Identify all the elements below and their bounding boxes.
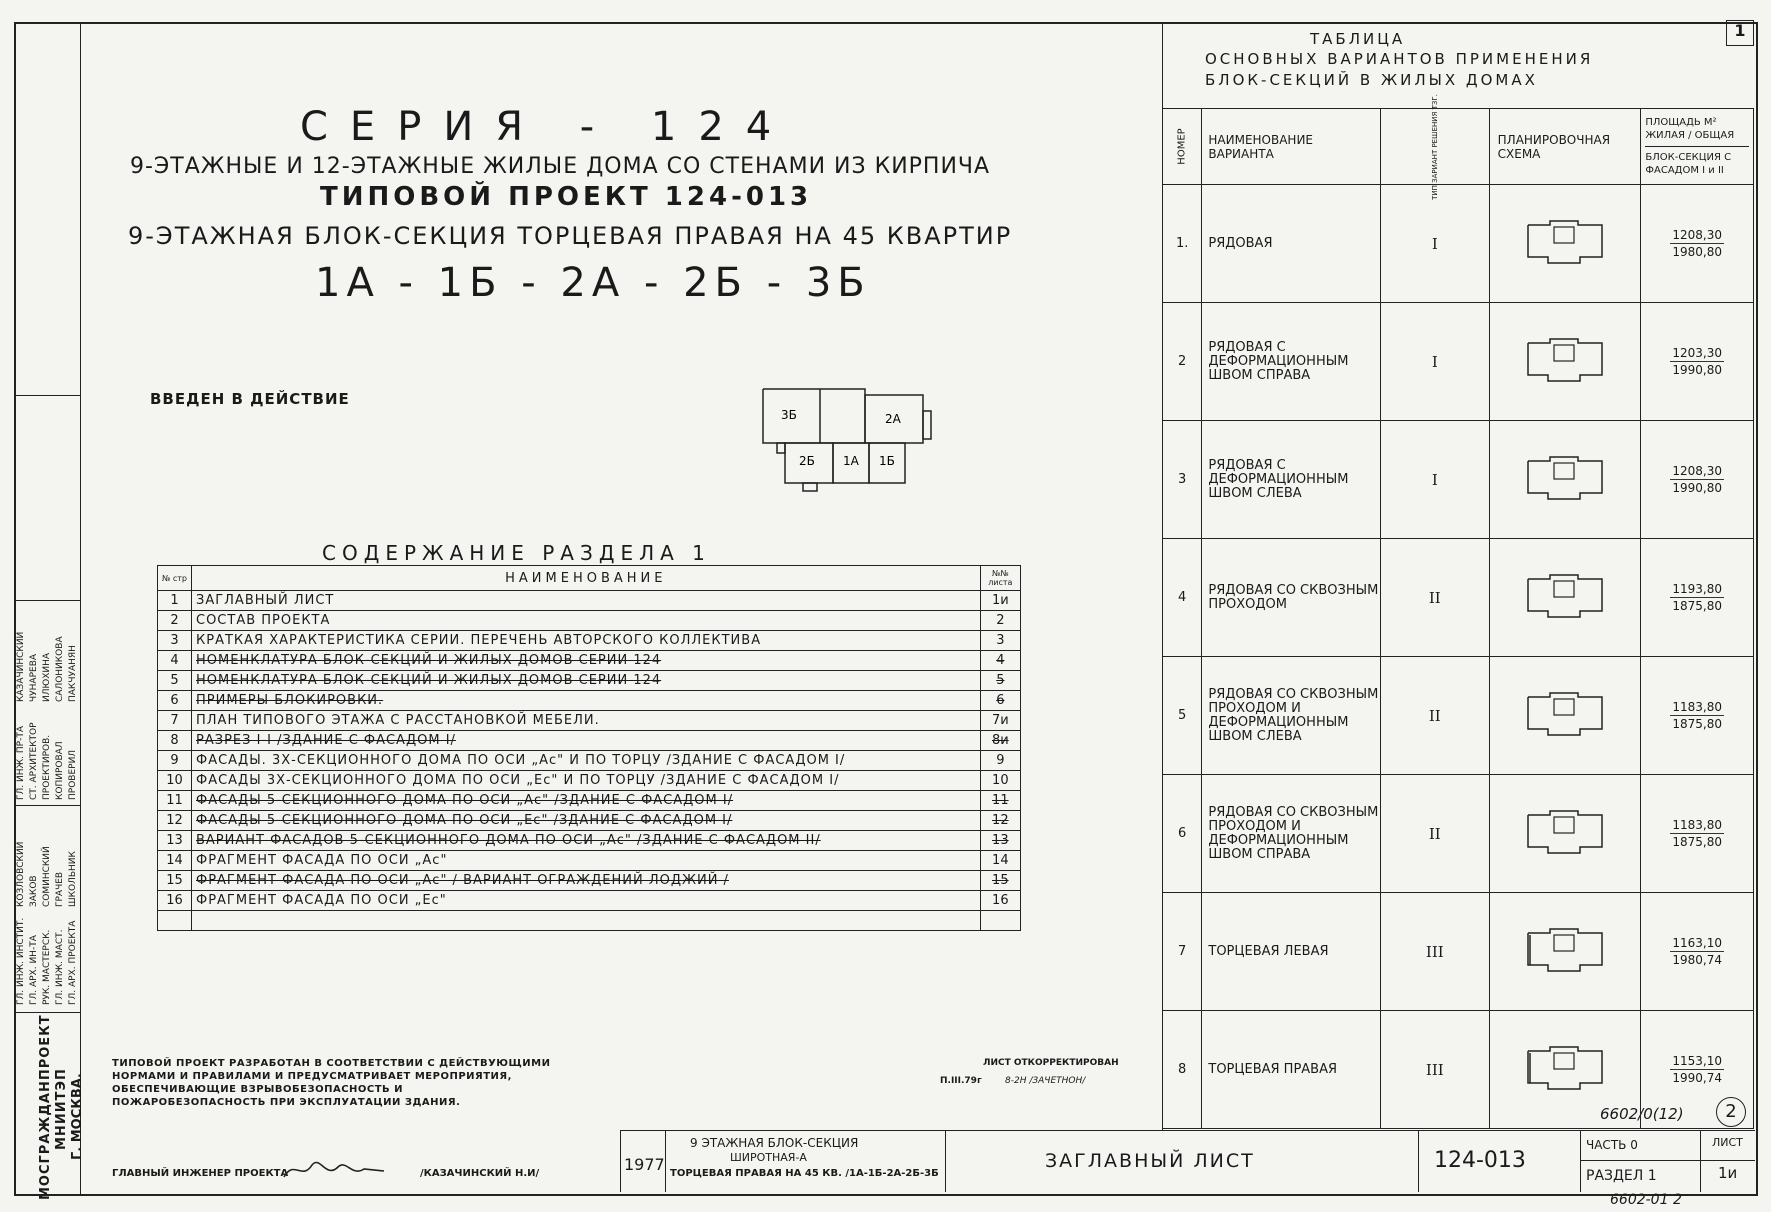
contents-row: [158, 831, 1021, 851]
variants-header-row: [1163, 109, 1754, 185]
variant-area: [1641, 657, 1754, 775]
title-block-year-line: [665, 1130, 666, 1192]
variant-area: [1641, 893, 1754, 1011]
variant-scheme-cell: [1489, 421, 1641, 539]
plan-scheme-icon: [1520, 728, 1610, 743]
section-label: РАЗДЕЛ 1: [1586, 1168, 1657, 1184]
variant-living-area: 1203,30: [1672, 346, 1722, 360]
contents-row-number: 1: [158, 591, 192, 611]
year: 1977: [624, 1155, 665, 1174]
sheet-title: ЗАГЛАВНЫЙ ЛИСТ: [1045, 1150, 1255, 1172]
variant-row: [1163, 185, 1754, 303]
variant-number: 6: [1163, 775, 1202, 893]
staff-divider: [14, 805, 80, 806]
variant-total-area: 1990,80: [1672, 481, 1722, 495]
variant-scheme-cell: [1489, 539, 1641, 657]
variants-body: [1163, 185, 1754, 1129]
variant-name: РЯДОВАЯ: [1202, 185, 1381, 303]
variant-row: [1163, 539, 1754, 657]
contents-row-sheet: 9: [980, 751, 1020, 771]
variant-scheme-cell: [1489, 1011, 1641, 1129]
contents-row-name: СОСТАВ ПРОЕКТА: [192, 611, 981, 631]
inventory-number: 6602/0(12): [1600, 1105, 1684, 1123]
variant-living-area: 1183,80: [1672, 700, 1722, 714]
variant-total-area: 1990,80: [1672, 363, 1722, 377]
contents-row: [158, 891, 1021, 911]
contents-row-name: [192, 911, 981, 931]
contents-row: [158, 911, 1021, 931]
variant-living-area: 1153,10: [1672, 1054, 1722, 1068]
plan-scheme-icon: [1520, 492, 1610, 507]
block-desc-1: 9 ЭТАЖНАЯ БЛОК-СЕКЦИЯ: [690, 1136, 859, 1150]
staff-divider: [14, 1012, 80, 1013]
title-block-sheet-line: [1700, 1130, 1701, 1192]
contents-row-number: 15: [158, 871, 192, 891]
contents-row-sheet: 10: [980, 771, 1020, 791]
contents-row-name: РАЗРЕЗ I-I /ЗДАНИЕ С ФАСАДОМ I/: [192, 731, 981, 751]
contents-row: [158, 811, 1021, 831]
contents-row-name: КРАТКАЯ ХАРАКТЕРИСТИКА СЕРИИ. ПЕРЕЧЕНЬ АВТОРСКОГО КОЛЛЕКТИВА: [192, 631, 981, 651]
variants-table: [1162, 93, 1754, 1129]
variant-number: 2: [1163, 303, 1202, 421]
org-institute: МНИИТЭП: [54, 1068, 69, 1150]
contents-header-row: [158, 566, 1021, 591]
variants-col-area-bottom: БЛОК-СЕКЦИЯ С ФАСАДОМ I и II: [1645, 152, 1732, 176]
contents-row-name: ФАСАДЫ 5-СЕКЦИОННОГО ДОМА ПО ОСИ „Ас" /ЗДАНИЕ С ФАСАДОМ I/: [192, 791, 981, 811]
variant-type: III: [1380, 893, 1489, 1011]
variant-number: 4: [1163, 539, 1202, 657]
series-subtitle: 9-ЭТАЖНЫЕ И 12-ЭТАЖНЫЕ ЖИЛЫЕ ДОМА СО СТЕНАМИ ИЗ КИРПИЧА: [130, 154, 991, 179]
variant-number: 8: [1163, 1011, 1202, 1129]
variant-scheme-cell: [1489, 657, 1641, 775]
contents-row-sheet: 7и: [980, 711, 1020, 731]
contents-row-sheet: 2: [980, 611, 1020, 631]
block-desc-2: ШИРОТНАЯ-А: [730, 1151, 807, 1164]
contents-row-number: 4: [158, 651, 192, 671]
variants-title-3: БЛОК-СЕКЦИЙ В ЖИЛЫХ ДОМАХ: [1205, 71, 1538, 89]
variant-living-area: 1163,10: [1672, 936, 1722, 950]
binding-strip-border: [80, 22, 81, 1194]
org-city: Г. МОСКВА.: [70, 1073, 85, 1160]
section-title: 9-ЭТАЖНАЯ БЛОК-СЕКЦИЯ ТОРЦЕВАЯ ПРАВАЯ НА 45 КВАРТИР: [128, 222, 1013, 250]
introduced-label: ВВЕДЕН В ДЕЙСТВИЕ: [150, 390, 350, 408]
variant-area: [1641, 539, 1754, 657]
variants-title-2: ОСНОВНЫХ ВАРИАНТОВ ПРИМЕНЕНИЯ: [1205, 50, 1594, 68]
variant-area: [1641, 1011, 1754, 1129]
variant-row: [1163, 1011, 1754, 1129]
contents-row-sheet: [980, 911, 1020, 931]
staff-name: КОЗЛОВСКИЙ: [16, 841, 26, 907]
variant-total-area: 1875,80: [1672, 717, 1722, 731]
staff-divider: [14, 395, 80, 396]
title-block-desc-line: [945, 1130, 946, 1192]
bottom-code: 6602-01 2: [1610, 1192, 1682, 1208]
contents-row-number: 10: [158, 771, 192, 791]
variant-number: 5: [1163, 657, 1202, 775]
variants-col-type: ТИП ЗАРИАНТ РЕШЕНИЯ ТЗГ.: [1380, 109, 1489, 185]
title-block-code-line: [1418, 1130, 1419, 1192]
contents-row-name: ВАРИАНТ ФАСАДОВ 5-СЕКЦИОННОГО ДОМА ПО ОСИ „Ас" /ЗДАНИЕ С ФАСАДОМ II/: [192, 831, 981, 851]
title-block-top-line: [620, 1130, 1755, 1131]
title-block-part-line: [1580, 1130, 1581, 1192]
plan-scheme-icon: [1520, 374, 1610, 389]
variant-total-area: 1875,80: [1672, 835, 1722, 849]
contents-row-number: 5: [158, 671, 192, 691]
contents-row-name: ФАСАДЫ 3Х-СЕКЦИОННОГО ДОМА ПО ОСИ „Ес" И ПО ТОРЦУ /ЗДАНИЕ С ФАСАДОМ I/: [192, 771, 981, 791]
variant-living-area: 1208,30: [1672, 464, 1722, 478]
contents-row-number: 12: [158, 811, 192, 831]
project-title: ТИПОВОЙ ПРОЕКТ 124-013: [320, 182, 813, 212]
variants-title-1: ТАБЛИЦА: [1310, 30, 1406, 48]
variants-col-area-top: ПЛОЩАДЬ М² ЖИЛАЯ / ОБЩАЯ: [1645, 116, 1749, 147]
plan-scheme-icon: [1520, 610, 1610, 625]
org-name: МОСГРАЖДАНПРОЕКТ: [38, 1014, 53, 1200]
staff-name: ШКОЛЬНИК: [68, 851, 78, 907]
variant-scheme-cell: [1489, 775, 1641, 893]
variant-area: [1641, 303, 1754, 421]
contents-row-name: НОМЕНКЛАТУРА БЛОК-СЕКЦИЙ И ЖИЛЫХ ДОМОВ СЕРИИ 124: [192, 651, 981, 671]
contents-row-sheet: 12: [980, 811, 1020, 831]
variant-area: [1641, 421, 1754, 539]
variant-row: [1163, 893, 1754, 1011]
staff-role: ГЛ. ИНЖ. ИНСТИТ.: [16, 917, 26, 1005]
staff-name: ЗАКОВ: [29, 875, 39, 907]
variants-col-num: НОМЕР: [1163, 109, 1202, 185]
variant-row: [1163, 421, 1754, 539]
variant-type: II: [1380, 539, 1489, 657]
contents-row: [158, 711, 1021, 731]
contents-row-sheet: 5: [980, 671, 1020, 691]
variant-name: РЯДОВАЯ СО СКВОЗНЫМ ПРОХОДОМ И ДЕФОРМАЦИОННЫМ ШВОМ СПРАВА: [1202, 775, 1381, 893]
plan-scheme-icon: [1520, 846, 1610, 861]
contents-row-sheet: 6: [980, 691, 1020, 711]
contents-row: [158, 871, 1021, 891]
project-note: ТИПОВОЙ ПРОЕКТ РАЗРАБОТАН В СООТВЕТСТВИИ С ДЕЙСТВУЮЩИМИ НОРМАМИ И ПРАВИЛАМИ И ПРЕДУСМАТРИВАЕТ МЕРОПРИЯТИЯ, ОБЕСПЕЧИВАЮЩИЕ ВЗРЫВОБЕЗОПАСНОСТЬ И ПОЖАРОБЕЗОПАСНОСТЬ ПРИ ЭКСПЛУАТАЦИИ ЗДАНИЯ.: [112, 1058, 551, 1108]
contents-row-name: ПЛАН ТИПОВОГО ЭТАЖА С РАССТАНОВКОЙ МЕБЕЛИ.: [192, 711, 981, 731]
contents-row-number: 14: [158, 851, 192, 871]
contents-row: [158, 731, 1021, 751]
staff-name: САЛОНИКОВА: [55, 636, 65, 702]
variant-name: ТОРЦЕВАЯ ПРАВАЯ: [1202, 1011, 1381, 1129]
contents-row-sheet: 8и: [980, 731, 1020, 751]
contents-row-name: ФРАГМЕНТ ФАСАДА ПО ОСИ „Ас" / ВАРИАНТ ОГРАЖДЕНИЙ ЛОДЖИЙ /: [192, 871, 981, 891]
col-sheet-header: №№ листа: [980, 566, 1020, 591]
contents-row-number: 9: [158, 751, 192, 771]
variant-area: [1641, 775, 1754, 893]
contents-row: [158, 791, 1021, 811]
staff-name: КАЗАЧИНСКИЙ: [16, 631, 26, 702]
variant-living-area: 1193,80: [1672, 582, 1722, 596]
variant-area: [1641, 185, 1754, 303]
variant-number: 3: [1163, 421, 1202, 539]
col-num-header: № стр: [158, 566, 192, 591]
contents-row-name: ФАСАДЫ 5-СЕКЦИОННОГО ДОМА ПО ОСИ „Ес" /ЗДАНИЕ С ФАСАДОМ I/: [192, 811, 981, 831]
contents-row-number: 6: [158, 691, 192, 711]
variants-col-scheme: ПЛАНИРОВОЧНАЯ СХЕМА: [1489, 109, 1641, 185]
contents-row-name: ПРИМЕРЫ БЛОКИРОВКИ.: [192, 691, 981, 711]
contents-row-name: ЗАГЛАВНЫЙ ЛИСТ: [192, 591, 981, 611]
staff-role: ПРОВЕРИЛ: [68, 749, 78, 800]
variant-type: II: [1380, 775, 1489, 893]
contents-row: [158, 671, 1021, 691]
sheet-value: 1и: [1718, 1164, 1738, 1182]
variant-living-area: 1208,30: [1672, 228, 1722, 242]
variant-name: ТОРЦЕВАЯ ЛЕВАЯ: [1202, 893, 1381, 1011]
staff-role: ГЛ. АРХ. ИН-ТА: [29, 935, 39, 1005]
staff-divider: [14, 600, 80, 601]
contents-row-number: 11: [158, 791, 192, 811]
key-plan-label-1b: 1Б: [879, 454, 895, 468]
variants-col-area: [1641, 109, 1754, 185]
contents-row: [158, 771, 1021, 791]
variant-number: 7: [1163, 893, 1202, 1011]
contents-row-sheet: 14: [980, 851, 1020, 871]
variant-type: II: [1380, 657, 1489, 775]
variant-row: [1163, 303, 1754, 421]
staff-role: ГЛ. АРХ. ПРОЕКТА: [68, 920, 78, 1005]
contents-row-sheet: 15: [980, 871, 1020, 891]
variant-total-area: 1980,74: [1672, 953, 1722, 967]
plan-scheme-icon: [1520, 964, 1610, 979]
contents-table: [157, 565, 1021, 931]
contents-row-sheet: 1и: [980, 591, 1020, 611]
contents-row-number: 3: [158, 631, 192, 651]
contents-row-number: 13: [158, 831, 192, 851]
staff-role: СТ. АРХИТЕКТОР: [29, 722, 39, 800]
contents-row-number: 16: [158, 891, 192, 911]
staff-name: ИЛЮХИНА: [42, 652, 52, 702]
variant-living-area: 1183,80: [1672, 818, 1722, 832]
correction-date: П.III.79г: [940, 1076, 982, 1086]
chief-engineer-label: ГЛАВНЫЙ ИНЖЕНЕР ПРОЕКТА: [112, 1168, 289, 1179]
contents-row: [158, 611, 1021, 631]
project-code: 124-013: [1434, 1148, 1526, 1173]
variant-type: I: [1380, 185, 1489, 303]
contents-row-sheet: 13: [980, 831, 1020, 851]
contents-body: [158, 591, 1021, 931]
contents-row-name: ФАСАДЫ. 3Х-СЕКЦИОННОГО ДОМА ПО ОСИ „Ас" И ПО ТОРЦУ /ЗДАНИЕ С ФАСАДОМ I/: [192, 751, 981, 771]
sheet-number-box: 1: [1726, 20, 1754, 46]
contents-row: [158, 591, 1021, 611]
staff-name: ЧУНАРЕВА: [29, 653, 39, 702]
key-plan-label-3b: 3Б: [781, 408, 797, 422]
chief-engineer-name: /КАЗАЧИНСКИЙ Н.И/: [420, 1168, 540, 1179]
variant-type: III: [1380, 1011, 1489, 1129]
apartments-title: 1А - 1Б - 2А - 2Б - 3Б: [315, 260, 871, 306]
part-label: ЧАСТЬ 0: [1586, 1138, 1638, 1152]
staff-role: КОПИРОВАЛ: [55, 741, 65, 800]
contents-row-name: ФРАГМЕНТ ФАСАДА ПО ОСИ „Ес": [192, 891, 981, 911]
plan-scheme-icon: [1520, 256, 1610, 271]
contents-row: [158, 851, 1021, 871]
contents-row-sheet: 4: [980, 651, 1020, 671]
chief-engineer-signature: [280, 1155, 390, 1185]
contents-row: [158, 631, 1021, 651]
contents-row-name: ФРАГМЕНТ ФАСАДА ПО ОСИ „Ас": [192, 851, 981, 871]
variant-scheme-cell: [1489, 185, 1641, 303]
key-plan: [755, 385, 945, 495]
contents-row-sheet: 11: [980, 791, 1020, 811]
title-block-mid-line: [1580, 1160, 1755, 1161]
variant-scheme-cell: [1489, 893, 1641, 1011]
staff-name: ПАКЧУАНЯН: [68, 645, 78, 702]
contents-title: СОДЕРЖАНИЕ РАЗДЕЛА 1: [322, 541, 711, 565]
variant-row: [1163, 775, 1754, 893]
contents-row-sheet: 16: [980, 891, 1020, 911]
correction-note: ЛИСТ ОТКОРРЕКТИРОВАН: [983, 1058, 1119, 1068]
staff-role: РУК. МАСТЕРСК.: [42, 929, 52, 1005]
contents-row-number: [158, 911, 192, 931]
variant-total-area: 1980,80: [1672, 245, 1722, 259]
col-name-header: НАИМЕНОВАНИЕ: [192, 566, 981, 591]
variant-scheme-cell: [1489, 303, 1641, 421]
key-plan-label-2b: 2Б: [799, 454, 815, 468]
variant-row: [1163, 657, 1754, 775]
contents-row-number: 7: [158, 711, 192, 731]
contents-row-sheet: 3: [980, 631, 1020, 651]
variant-name: РЯДОВАЯ СО СКВОЗНЫМ ПРОХОДОМ: [1202, 539, 1381, 657]
variant-name: РЯДОВАЯ С ДЕФОРМАЦИОННЫМ ШВОМ СПРАВА: [1202, 303, 1381, 421]
series-title: СЕРИЯ - 124: [300, 104, 794, 150]
contents-row: [158, 751, 1021, 771]
staff-role: ГЛ. ИНЖ. ПР-ТА: [16, 726, 26, 800]
plan-scheme-icon: [1520, 1082, 1610, 1097]
variant-type: I: [1380, 303, 1489, 421]
contents-row-name: НОМЕНКЛАТУРА БЛОК-СЕКЦИЙ И ЖИЛЫХ ДОМОВ СЕРИИ 124: [192, 671, 981, 691]
sheet-label: ЛИСТ: [1712, 1136, 1743, 1149]
inventory-circle: 2: [1716, 1097, 1746, 1127]
key-plan-label-2a: 2А: [885, 412, 901, 426]
contents-row-number: 2: [158, 611, 192, 631]
block-desc-3: ТОРЦЕВАЯ ПРАВАЯ НА 45 КВ. /1А-1Б-2А-2Б-3Б: [670, 1168, 939, 1179]
staff-name: СОМИНСКИЙ: [42, 846, 52, 907]
variant-total-area: 1875,80: [1672, 599, 1722, 613]
variant-total-area: 1990,74: [1672, 1071, 1722, 1085]
staff-name: ГРАЧЕВ: [55, 871, 65, 907]
variant-type: I: [1380, 421, 1489, 539]
contents-row: [158, 691, 1021, 711]
contents-row-number: 8: [158, 731, 192, 751]
variants-col-name: НАИМЕНОВАНИЕ ВАРИАНТА: [1202, 109, 1381, 185]
variant-number: 1.: [1163, 185, 1202, 303]
staff-role: ГЛ. ИНЖ. МАСТ.: [55, 929, 65, 1005]
contents-row: [158, 651, 1021, 671]
variant-name: РЯДОВАЯ С ДЕФОРМАЦИОННЫМ ШВОМ СЛЕВА: [1202, 421, 1381, 539]
key-plan-label-1a: 1А: [843, 454, 859, 468]
correction-ref: 8-2Н /ЗАЧЕТНОН/: [1005, 1076, 1086, 1086]
staff-role: ПРОЕКТИРОВ.: [42, 734, 52, 800]
variant-name: РЯДОВАЯ СО СКВОЗНЫМ ПРОХОДОМ И ДЕФОРМАЦИОННЫМ ШВОМ СЛЕВА: [1202, 657, 1381, 775]
title-block-left-line: [620, 1130, 621, 1192]
